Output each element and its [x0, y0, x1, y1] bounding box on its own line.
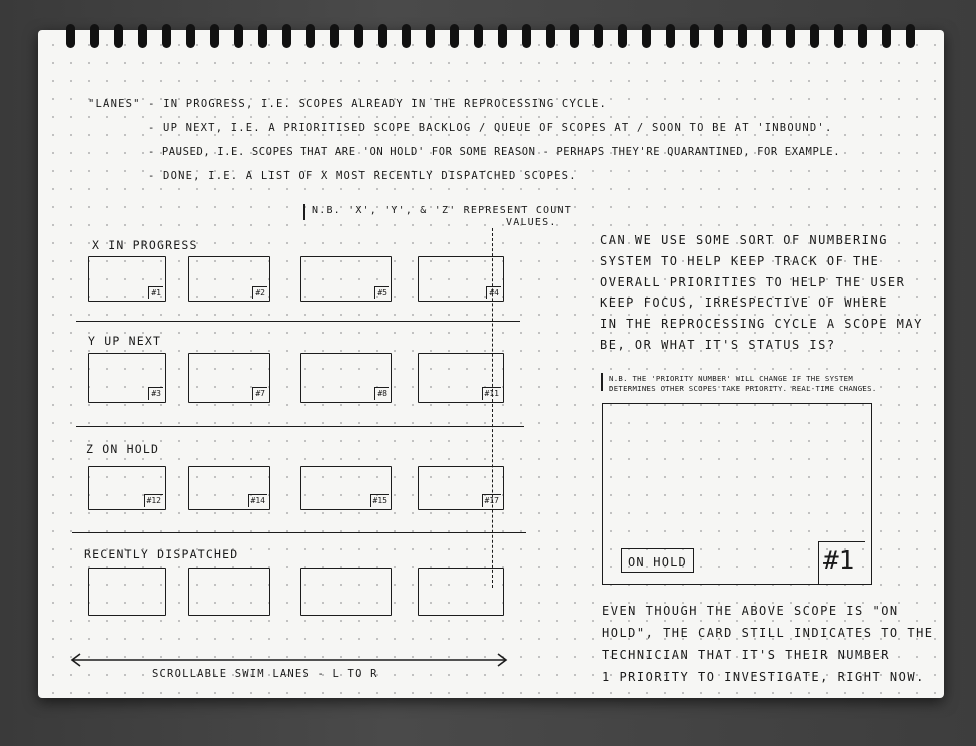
scroll-caption: SCROLLABLE SWIM LANES - L TO R	[152, 668, 378, 680]
spiral-ring	[540, 24, 561, 50]
spiral-ring	[756, 24, 777, 50]
spiral-ring	[108, 24, 129, 50]
spiral-ring	[228, 24, 249, 50]
card-priority-number: #4	[486, 286, 501, 299]
spiral-ring	[60, 24, 81, 50]
spiral-ring	[684, 24, 705, 50]
spiral-ring	[180, 24, 201, 50]
scope-card[interactable]	[188, 256, 270, 302]
spiral-ring	[804, 24, 825, 50]
scope-card[interactable]	[188, 466, 270, 510]
lane-title-recently-dispatched: RECENTLY DISPATCHED	[84, 547, 239, 561]
question-line: BE, OR WHAT IT'S STATUS IS?	[600, 338, 836, 352]
spiral-ring	[852, 24, 873, 50]
lanes-item-done: - DONE, I.E. A LIST OF X MOST RECENTLY DISPATCHED SCOPES.	[148, 170, 577, 182]
question-line: CAN WE USE SOME SORT OF NUMBERING	[600, 233, 888, 247]
scope-card[interactable]	[300, 568, 392, 616]
question-line: KEEP FOCUS, IRRESPECTIVE OF WHERE	[600, 296, 888, 310]
spiral-ring	[828, 24, 849, 50]
footer-line: TECHNICIAN THAT IT'S THEIR NUMBER	[602, 648, 890, 662]
note-bar	[601, 373, 603, 391]
spiral-ring	[348, 24, 369, 50]
spiral-ring	[420, 24, 441, 50]
scope-card[interactable]	[300, 256, 392, 302]
note-bar	[303, 204, 305, 220]
status-badge: ON HOLD	[621, 548, 694, 573]
footer-line: EVEN THOUGH THE ABOVE SCOPE IS "ON	[602, 604, 899, 618]
card-priority-number: #2	[252, 286, 267, 299]
scope-card[interactable]	[88, 353, 166, 403]
card-priority-number: #1	[148, 286, 163, 299]
spiral-ring	[300, 24, 321, 50]
card-priority-number: #5	[374, 286, 389, 299]
spiral-ring	[276, 24, 297, 50]
spiral-ring	[780, 24, 801, 50]
card-priority-number: #17	[482, 494, 501, 507]
spiral-ring	[132, 24, 153, 50]
spiral-ring	[156, 24, 177, 50]
priority-question	[600, 230, 923, 356]
card-priority-number: #11	[482, 387, 501, 400]
scope-card[interactable]	[88, 568, 166, 616]
card-priority-number: #8	[374, 387, 389, 400]
count-note-line1: N.B. 'X', 'Y', & 'Z' REPRESENT COUNT	[312, 205, 572, 216]
spiral-ring	[660, 24, 681, 50]
scope-card[interactable]	[88, 256, 166, 302]
priority-number-box	[818, 541, 865, 584]
card-priority-number: #14	[248, 494, 267, 507]
spiral-ring	[588, 24, 609, 50]
count-note-line2: VALUES.	[506, 217, 557, 228]
footer-line: HOLD", THE CARD STILL INDICATES TO THE	[602, 626, 934, 640]
viewport-edge-dashed-line	[492, 228, 493, 588]
footer-line: 1 PRIORITY TO INVESTIGATE, RIGHT NOW.	[602, 670, 925, 684]
card-priority-number: #15	[370, 494, 389, 507]
spiral-ring	[900, 24, 921, 50]
spiral-ring	[204, 24, 225, 50]
spiral-ring	[564, 24, 585, 50]
spiral-ring	[324, 24, 345, 50]
spiral-ring	[492, 24, 513, 50]
card-priority-number: #3	[148, 387, 163, 400]
question-line: IN THE REPROCESSING CYCLE A SCOPE MAY	[600, 317, 923, 331]
priority-note-line2: DETERMINES OTHER SCOPES TAKE PRIORITY. REAL-TIME CHANGES.	[609, 384, 877, 393]
card-priority-number: #12	[144, 494, 163, 507]
spiral-ring	[468, 24, 489, 50]
scope-card[interactable]	[188, 568, 270, 616]
spiral-ring	[732, 24, 753, 50]
spiral-ring	[84, 24, 105, 50]
lane-title-in-progress: X IN PROGRESS	[92, 238, 198, 252]
lane-title-up-next: Y UP NEXT	[88, 334, 162, 348]
spiral-ring	[876, 24, 897, 50]
question-line: SYSTEM TO HELP KEEP TRACK OF THE	[600, 254, 880, 268]
lane-divider	[76, 321, 520, 322]
spiral-ring	[372, 24, 393, 50]
scope-card[interactable]	[88, 466, 166, 510]
spiral-ring	[252, 24, 273, 50]
big-scope-card[interactable]	[602, 403, 872, 585]
spiral-ring	[396, 24, 417, 50]
lanes-heading: "LANES" - IN PROGRESS, I.E. SCOPES ALREADY IN THE REPROCESSING CYCLE.	[88, 98, 607, 110]
card-priority-number: #7	[252, 387, 267, 400]
spiral-ring	[636, 24, 657, 50]
lanes-item-paused: - PAUSED, I.E. SCOPES THAT ARE 'ON HOLD' FOR SOME REASON - PERHAPS THEY'RE QUARANTINED, FOR EXAMPLE.	[148, 146, 841, 158]
lane-divider	[76, 426, 524, 427]
question-line: OVERALL PRIORITIES TO HELP THE USER	[600, 275, 906, 289]
spiral-binding	[60, 24, 930, 52]
priority-number: #1	[823, 546, 855, 576]
spiral-ring	[708, 24, 729, 50]
lane-title-on-hold: Z ON HOLD	[86, 442, 160, 456]
spiral-ring	[612, 24, 633, 50]
spiral-ring	[444, 24, 465, 50]
scope-card[interactable]	[188, 353, 270, 403]
scope-card[interactable]	[300, 353, 392, 403]
spiral-ring	[516, 24, 537, 50]
priority-note-line1: N.B. THE 'PRIORITY NUMBER' WILL CHANGE IF THE SYSTEM	[609, 374, 854, 383]
scroll-arrow-icon	[66, 650, 514, 670]
scope-card[interactable]	[300, 466, 392, 510]
lane-divider	[72, 532, 526, 533]
lanes-item-up-next: - UP NEXT, I.E. A PRIORITISED SCOPE BACKLOG / QUEUE OF SCOPES AT / SOON TO BE AT 'INBOUND'.	[148, 122, 833, 134]
priority-footer-note	[602, 600, 934, 688]
